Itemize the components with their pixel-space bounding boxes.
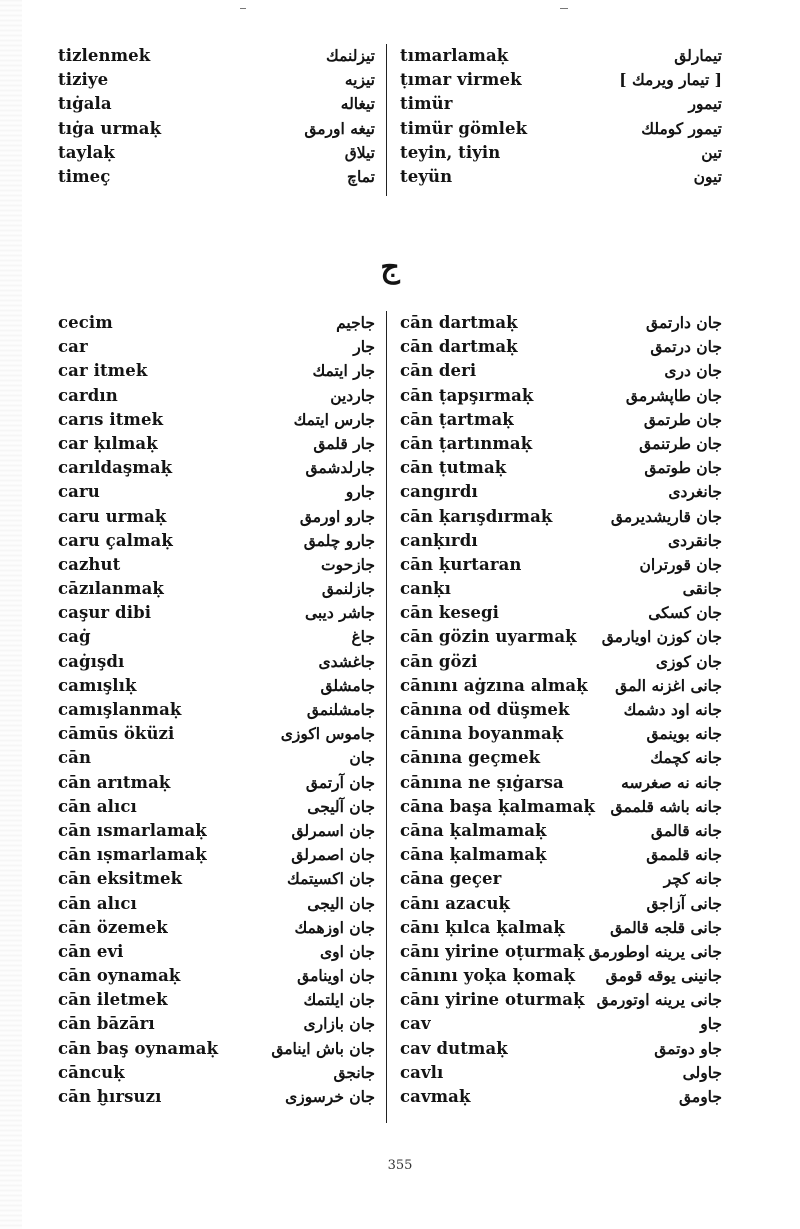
entry-arabic: جان اكسيتمك — [287, 869, 375, 889]
entry-arabic: جان آليجى — [307, 796, 375, 816]
entry-term: canḳı — [400, 579, 451, 599]
entry-term: cānı yirine oṭurmaḳ — [400, 941, 585, 961]
entry-term: car — [58, 337, 88, 357]
entry-arabic: تيزلنمك — [326, 46, 375, 65]
entry-term: cān kesegi — [400, 603, 500, 623]
entry-term: timür — [400, 94, 453, 114]
entry-term: cān ṭutmaḳ — [400, 458, 507, 478]
entry-term: tıġa urmaḳ — [58, 118, 162, 138]
entry-term: caru urmaḳ — [58, 506, 167, 526]
entry-arabic: جان قورتران — [639, 554, 722, 574]
column-divider — [386, 311, 387, 1123]
entry-term: cānını aġzına almaḳ — [400, 675, 588, 695]
entry-arabic: جان طاپشرمق — [625, 385, 722, 405]
entry-arabic: جانغردى — [668, 482, 722, 502]
entry-arabic: جان طرتمق — [643, 409, 722, 429]
entry-term: cān deri — [400, 361, 477, 381]
entry-term: cānına od düşmek — [400, 700, 570, 719]
entry-arabic: جان بازارى — [303, 1014, 375, 1034]
entry-term: teyin, tiyin — [400, 142, 501, 162]
entry-arabic: جازحوت — [321, 554, 375, 574]
entry-term: cav dutmaḳ — [400, 1038, 508, 1058]
entry-arabic: جان اليجى — [307, 893, 375, 913]
entry-arabic: تيزيه — [344, 70, 375, 90]
entry-term: cān dartmaḳ — [400, 313, 518, 332]
entry-arabic: جانى يرينه اوطورمق — [588, 941, 722, 961]
entry-term: cān arıtmaḳ — [58, 772, 171, 792]
entry-arabic: جان قاريشديرمق — [610, 506, 722, 526]
entry-arabic: جان درتمق — [650, 337, 722, 357]
entry-arabic: جان اسمرلق — [291, 820, 375, 840]
entry-arabic: جانه نه صغرسه — [621, 772, 722, 792]
entry-arabic: تيمارلق — [674, 46, 722, 65]
entry-term: ṭımar virmek — [400, 70, 522, 90]
entry-arabic: جانى يرينه اوتورمق — [596, 990, 722, 1010]
entry-arabic: جانه كچر — [663, 869, 722, 889]
entry-arabic: تيون — [693, 166, 722, 186]
entry-arabic: جان اصمرلق — [291, 845, 375, 865]
entry-term: timeç — [58, 166, 111, 186]
entry-arabic: جازلنمق — [321, 579, 375, 599]
entry-term: cāna geçer — [400, 869, 502, 889]
entry-term: cānını yoḳa ḳomaḳ — [400, 966, 576, 986]
entry-arabic: جان طوتمق — [644, 458, 722, 478]
top-scan-artifact — [560, 8, 568, 9]
entry-arabic: جانه كچمك — [650, 748, 722, 768]
entry-term: cavmaḳ — [400, 1087, 471, 1106]
entry-arabic: جانقى — [682, 579, 722, 599]
entry-arabic: جارو اورمق — [299, 506, 375, 526]
entry-arabic: تين — [701, 142, 722, 162]
entry-term: cān evi — [58, 941, 124, 961]
entry-term: taylaḳ — [58, 142, 115, 162]
entry-arabic: جارس ايتمك — [293, 409, 375, 429]
top-scan-artifact — [240, 8, 246, 9]
entry-term: teyün — [400, 166, 453, 186]
entry-arabic: جار قلمق — [313, 433, 375, 453]
entry-term: cān ḳarışdırmaḳ — [400, 506, 553, 526]
entry-term: cav — [400, 1014, 431, 1034]
entry-arabic: جان كوزى — [655, 651, 722, 671]
entry-arabic: تيلاق — [344, 142, 375, 162]
entry-term: cān alıcı — [58, 796, 137, 816]
entry-term: cāna başa ḳalmamaḳ — [400, 796, 596, 816]
entry-term: cān iletmek — [58, 990, 168, 1010]
right-arabic — [560, 311, 722, 1109]
entry-arabic: جامشلق — [320, 675, 375, 695]
entry-term: cān ḳurtaran — [400, 554, 522, 574]
entry-term: caşur dibi — [58, 603, 152, 623]
entry-term: cān ṭartınmaḳ — [400, 433, 533, 453]
entry-arabic: جان اوينامق — [297, 966, 375, 986]
entry-arabic: جانى آزاجق — [646, 893, 722, 913]
entry-term: cān ḫırsuzı — [58, 1087, 162, 1106]
top-right-arabic — [560, 44, 722, 189]
entry-arabic: تيغه اورمق — [304, 118, 375, 138]
entry-arabic: جار — [353, 337, 375, 357]
entry-term: cān ısmarlamaḳ — [58, 820, 207, 840]
entry-term: cān eksitmek — [58, 869, 183, 889]
entry-arabic: جان كوزن اويارمق — [601, 627, 722, 647]
entry-term: cān özemek — [58, 917, 168, 937]
entry-term: cavlı — [400, 1062, 444, 1082]
entry-arabic: جاو دوتمق — [654, 1038, 722, 1058]
entry-term: canḳırdı — [400, 530, 478, 550]
entry-arabic: جان كسكى — [648, 603, 722, 623]
entry-term: cāna ḳalmamaḳ — [400, 845, 547, 865]
entry-term: cān dartmaḳ — [400, 337, 518, 357]
entry-arabic: جانه قالمق — [650, 820, 722, 840]
entry-arabic: تماچ — [346, 166, 375, 186]
column-divider-top — [386, 44, 387, 196]
entry-term: tiziye — [58, 70, 109, 90]
entry-term: cān bāzārı — [58, 1014, 155, 1034]
entry-arabic: جان — [349, 748, 375, 768]
entry-term: carıs itmek — [58, 409, 164, 429]
entry-arabic: جان خرسوزى — [285, 1087, 375, 1106]
entry-arabic: [ تيمار ويرمك ] — [619, 70, 722, 90]
entry-term: cangırdı — [400, 482, 478, 502]
entry-term: cāncuḳ — [58, 1062, 125, 1082]
entry-arabic: جاو — [700, 1014, 722, 1034]
entry-arabic: جانجق — [333, 1062, 375, 1082]
entry-arabic: جانه قلممق — [646, 845, 722, 865]
entry-arabic: جاشر ديبى — [304, 603, 375, 623]
entry-term: cecim — [58, 313, 113, 332]
entry-term: cardın — [58, 385, 118, 405]
entry-term: cānına boyanmaḳ — [400, 724, 564, 744]
entry-arabic: جانى اغزنه المق — [615, 675, 722, 695]
entry-arabic: جانه اود دشمك — [623, 700, 722, 719]
entry-term: cānına geçmek — [400, 748, 541, 768]
entry-arabic: تيغاله — [340, 94, 375, 114]
entry-term: cān baş oynamaḳ — [58, 1038, 219, 1058]
entry-arabic: جان دارتمق — [646, 313, 722, 332]
entry-arabic: جان طرتنمق — [639, 433, 722, 453]
entry-arabic: جاولى — [682, 1062, 722, 1082]
entry-term: cāzılanmaḳ — [58, 579, 164, 599]
entry-term: caġışdı — [58, 651, 125, 671]
entry-arabic: تيمور كوملك — [641, 118, 722, 138]
entry-term: caru — [58, 482, 100, 502]
entry-term: cān ṭapşırmaḳ — [400, 385, 534, 405]
entry-term: cazhut — [58, 554, 121, 574]
entry-term: car ḳılmaḳ — [58, 433, 158, 453]
entry-term: camışlanmaḳ — [58, 700, 182, 719]
entry-arabic: جان باش اينامق — [271, 1038, 375, 1058]
entry-term: tımarlamaḳ — [400, 46, 509, 65]
entry-arabic: جانى قلجه قالمق — [610, 917, 722, 937]
scan-edge-shadow — [0, 0, 22, 1229]
entry-arabic: جامشلنمق — [306, 700, 375, 719]
entry-term: cān ṭartmaḳ — [400, 409, 514, 429]
entry-term: carıldaşmaḳ — [58, 458, 173, 478]
entry-term: tizlenmek — [58, 46, 151, 65]
entry-term: camışlıḳ — [58, 675, 137, 695]
entry-term: cān gözi — [400, 651, 478, 671]
entry-arabic: جاجيم — [336, 313, 375, 332]
section-letter: ج — [380, 250, 400, 285]
entry-arabic: جاومق — [678, 1087, 722, 1106]
entry-arabic: جارلدشمق — [305, 458, 375, 478]
entry-term: caġ — [58, 627, 91, 647]
entry-arabic: جان اوزهمك — [294, 917, 375, 937]
entry-arabic: تيمور — [688, 94, 722, 114]
entry-arabic: جاموس اكوزى — [280, 724, 375, 744]
entry-arabic: جان آرتمق — [305, 772, 375, 792]
entry-term: cān oynamaḳ — [58, 966, 181, 986]
entry-term: cānı yirine oturmaḳ — [400, 990, 585, 1010]
entry-term: cān ıṣmarlamaḳ — [58, 845, 207, 865]
entry-term: cān gözin uyarmaḳ — [400, 627, 577, 647]
entry-arabic: جانه بوينمق — [646, 724, 722, 744]
entry-term: cāna ḳalmamaḳ — [400, 820, 547, 840]
entry-arabic: جانينى يوقه قومق — [605, 966, 722, 986]
entry-arabic: جاغشدى — [318, 651, 375, 671]
top-left-arabic — [240, 44, 375, 189]
entry-term: caru çalmaḳ — [58, 530, 173, 550]
entry-arabic: جانقردى — [667, 530, 722, 550]
entry-term: car itmek — [58, 361, 148, 381]
page-number: 355 — [387, 1158, 413, 1173]
entry-arabic: جاغ — [351, 627, 375, 647]
entry-term: cānı azacuḳ — [400, 893, 511, 913]
entry-term: timür gömlek — [400, 118, 528, 138]
left-arabic — [240, 311, 375, 1109]
entry-term: cānı ḳılca ḳalmaḳ — [400, 917, 565, 937]
entry-term: cānına ne ṣıġarsa — [400, 772, 564, 792]
entry-term: cān — [58, 748, 92, 768]
entry-term: cāmūs öküzi — [58, 724, 175, 744]
entry-arabic: جان ايلتمك — [303, 990, 375, 1010]
entry-term: tıġala — [58, 94, 112, 114]
entry-arabic: جارو چلمق — [303, 530, 375, 550]
entry-arabic: جان درى — [664, 361, 722, 381]
entry-arabic: جان اوى — [319, 941, 375, 961]
entry-term: cān alıcı — [58, 893, 137, 913]
entry-arabic: جانه باشه قلممق — [610, 796, 722, 816]
entry-arabic: جارو — [345, 482, 375, 502]
entry-arabic: جاردين — [330, 385, 375, 405]
entry-arabic: جار ايتمك — [312, 361, 375, 381]
